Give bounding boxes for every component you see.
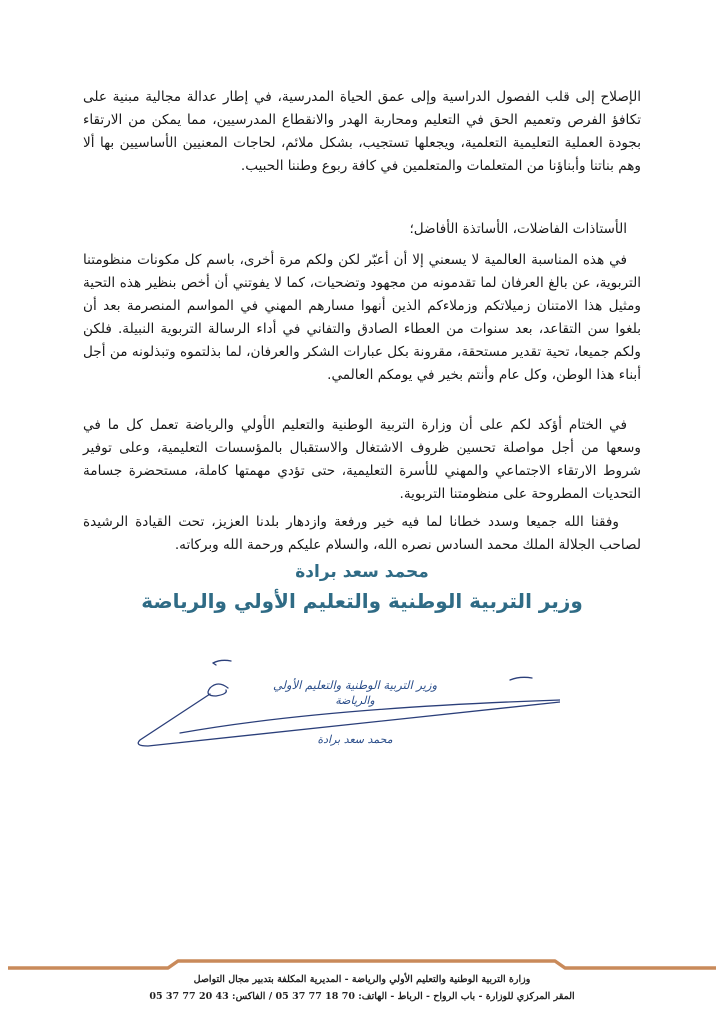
paragraph-text: الإصلاح إلى قلب الفصول الدراسية وإلى عمق الحياة المدرسية، في إطار عدالة مجالية مبنية على تكافؤ الفرص وتعميم الحق في التعليم ومحاربة الهدر والانقطاع المدرسيين، مما يمكن من الارتقاء بجودة العملية التعليمية التعلمية، ويجعلها تستجيب، بشكل ملائم، لحاجات المعنيين الأساسيين بها ألا وهم بناتنا وأبناؤنا من المتعلمات والمتعلمين في كافة ربوع وطننا الحبيب. <box>83 89 641 174</box>
stamp-name-line: محمد سعد برادة <box>317 733 393 746</box>
signatory-title: وزير التربية الوطنية والتعليم الأولي والرياضة <box>141 589 583 613</box>
footer-contact-address: المقر المركزي للوزارة - باب الرواح - الرباط - الهاتف: 70 18 77 37 05 / الفاكس: 43 20 77 37 05 <box>149 991 575 1002</box>
letter-salutation <box>83 218 641 241</box>
stamp-ministry-line-2: والرياضة <box>335 694 375 707</box>
signatory-name: محمد سعد برادة <box>295 562 429 582</box>
letter-paragraph-closing <box>83 414 641 506</box>
letter-paragraph-tribute <box>83 249 641 387</box>
stamp-ministry-line: وزير التربية الوطنية والتعليم الأولي <box>272 678 438 692</box>
paragraph-text: في الختام أؤكد لكم على أن وزارة التربية الوطنية والتعليم الأولي والرياضة تعمل كل ما في وسعها من أجل مواصلة تحسين ظروف الاشتغال والاستقبال بالمؤسسات التعليمية، وعلى توفير شروط الارتقاء الاجتماعي والمهني للأسرة التعليمية، حتى تؤدي مهمتها كاملة، مستحضرة جسامة التحديات المطروحة على منظومتنا التربوية. <box>83 417 641 502</box>
paragraph-text: وفقنا الله جميعا وسدد خطانا لما فيه خير ورفعة وازدهار بلدنا العزيز، تحت القيادة الرشيدة لصاحب الجلالة الملك محمد السادس نصره الله، والسلام عليكم ورحمة الله وبركاته. <box>83 514 641 553</box>
paragraph-text: في هذه المناسبة العالمية لا يسعني إلا أن أعبّر لكن ولكم مرة أخرى، باسم كل مكونات منظومتنا التربوية، عن بالغ العرفان لما تقدمونه من مجهود وتضحيات، كما لا يفوتني أن أخص بنظير هذه التحية ومثيل هذا الامتنان زميلاتكم وزملاءكم الذين أنهوا مسارهم المهني في المواسم المنصرمة بعد أن بلغوا سن التقاعد، بعد سنوات من العطاء الصادق والتفاني في أداء الرسالة التربوية النبيلة. فلكن ولكم جميعا، تحية تقدير مستحقة، مقرونة بكل عبارات الشكر والعرفان، لما بذلتموه وتبذلونه من أجل أبناء هذا الوطن، وكل عام وأنتم بخير في يومكم العالمي. <box>83 252 641 383</box>
footer-ministry-directorate: وزارة التربية الوطنية والتعليم الأولي والرياضة - المديرية المكلفة بتدبير مجال التواصل <box>193 974 531 985</box>
letter-paragraph-blessing <box>83 511 641 557</box>
salutation-text: الأستاذات الفاضلات، الأساتذة الأفاضل؛ <box>409 221 627 237</box>
letter-paragraph-intro <box>83 86 641 178</box>
